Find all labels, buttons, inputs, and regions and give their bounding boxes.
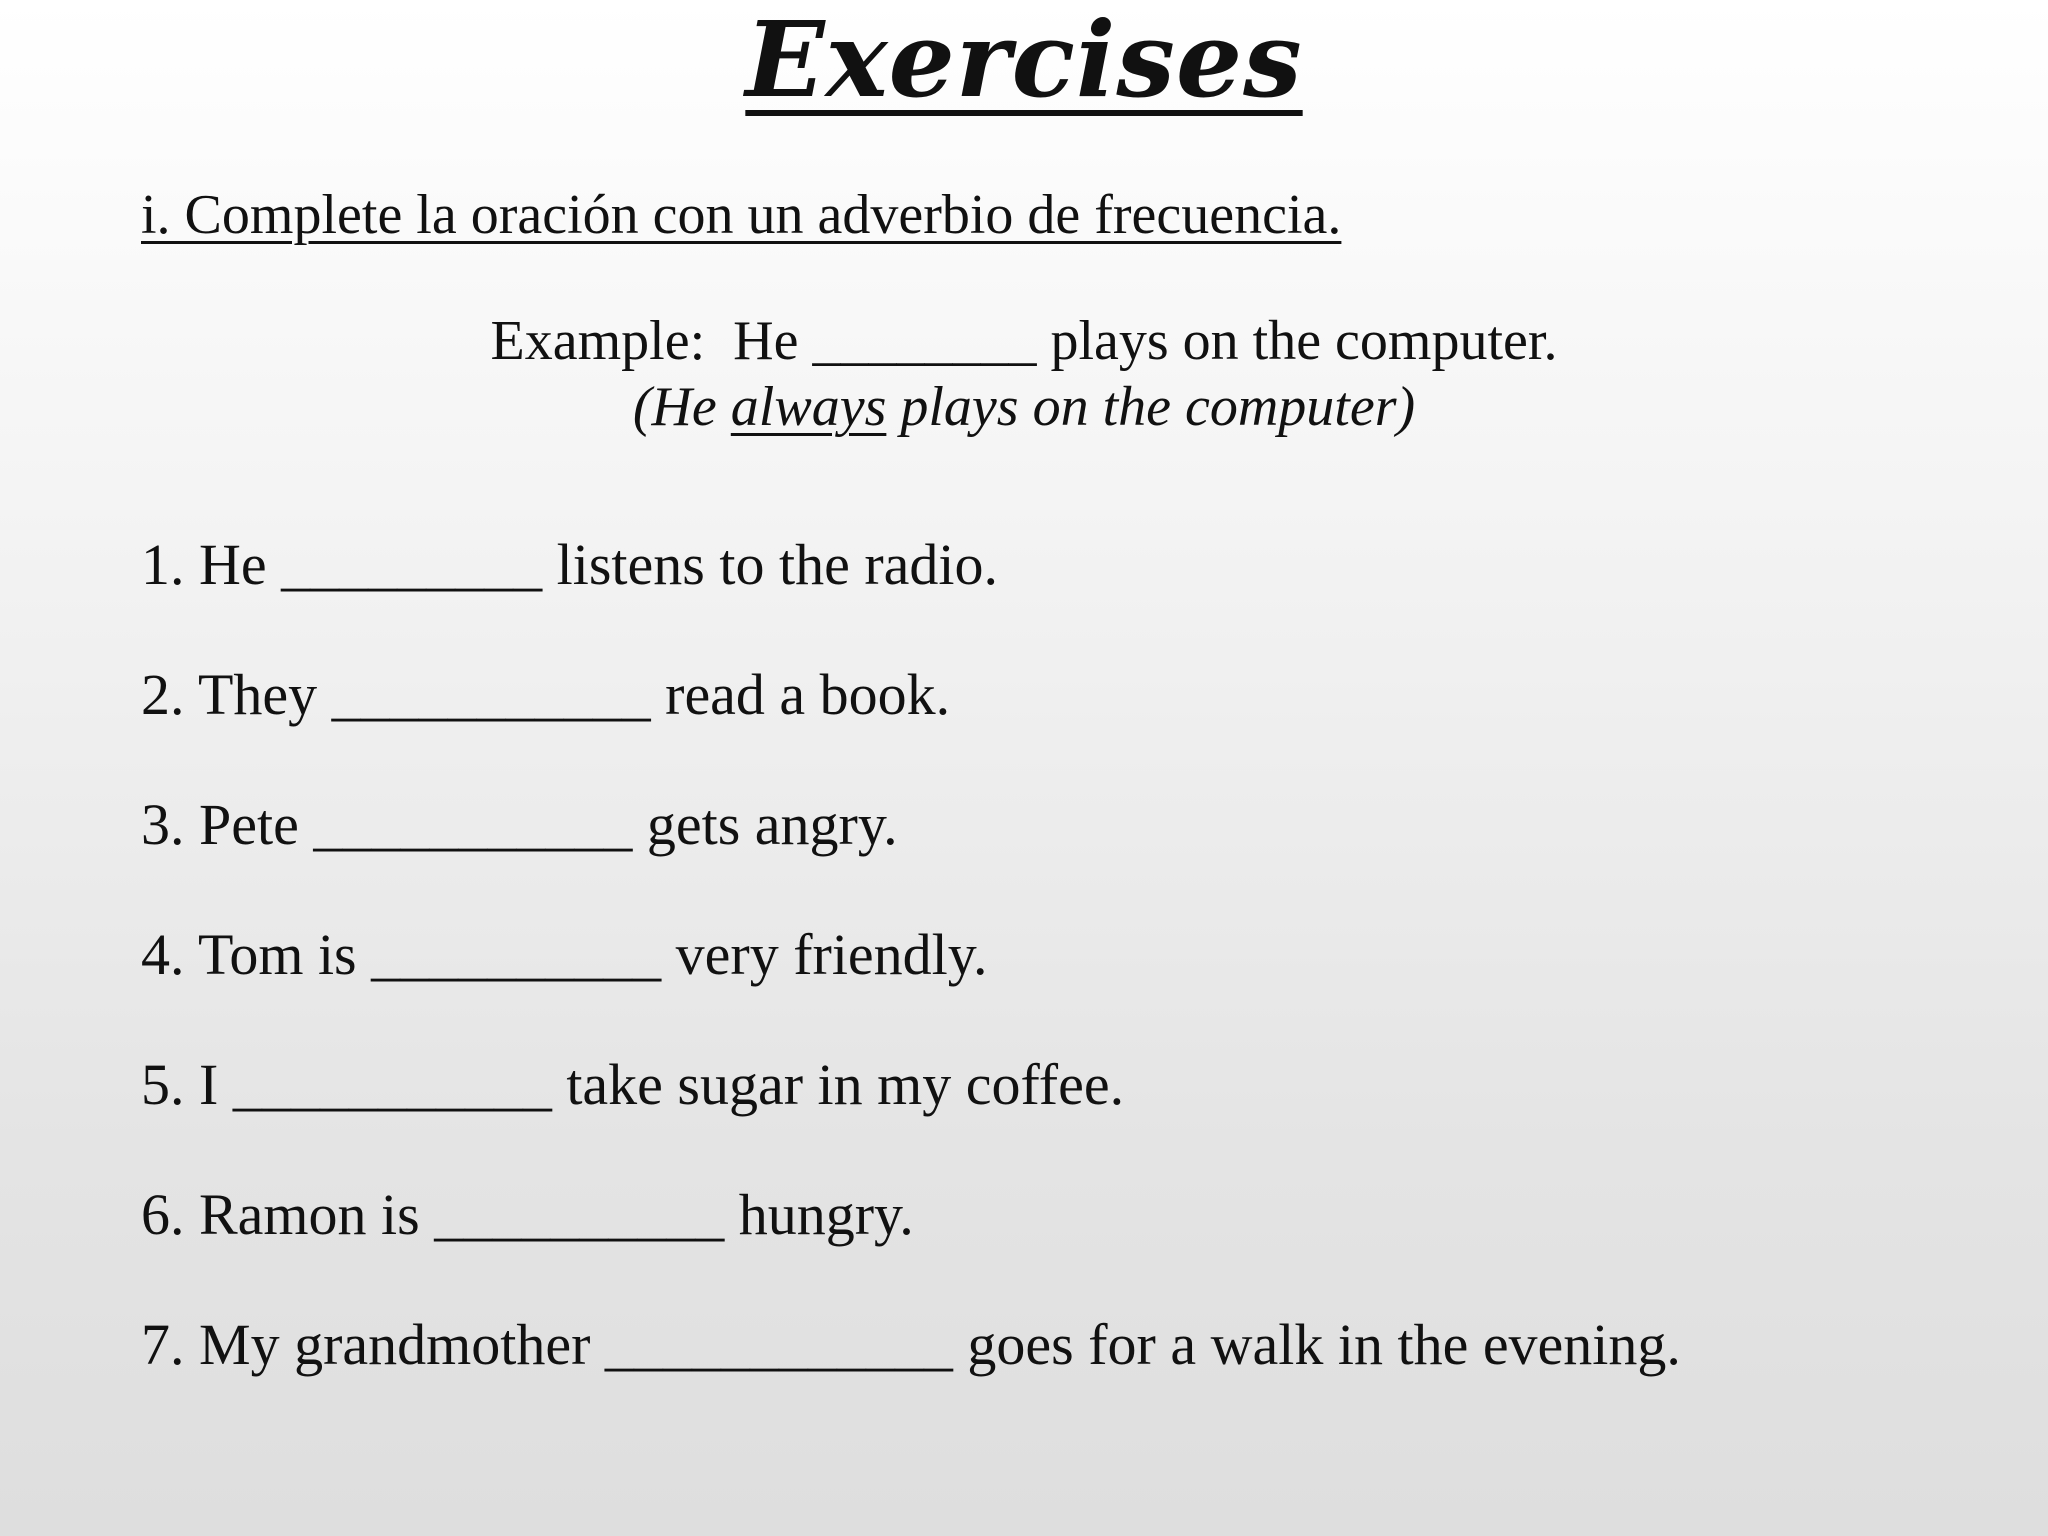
exercise-list	[141, 500, 1681, 1410]
example-answer-adverb: always	[730, 376, 887, 438]
exercise-item-5: 5. I ___________ take sugar in my coffee.	[141, 1052, 1125, 1117]
page-title: Exercises	[745, 0, 1303, 121]
example-sentence: Example: He ________ plays on the computer.	[490, 310, 1558, 372]
example-answer-suffix: plays on the computer)	[886, 376, 1416, 438]
example-answer-prefix: (He	[632, 376, 731, 438]
exercise-item-3: 3. Pete ___________ gets angry.	[141, 792, 898, 857]
example-block	[0, 308, 2048, 440]
instruction-text: i. Complete la oración con un adverbio de frecuencia.	[141, 184, 1342, 246]
exercise-item-2: 2. They ___________ read a book.	[141, 662, 951, 727]
exercise-item-7: 7. My grandmother ____________ goes for a walk in the evening.	[141, 1312, 1681, 1377]
exercise-item-6: 6. Ramon is __________ hungry.	[141, 1182, 914, 1247]
exercise-item-1: 1. He _________ listens to the radio.	[141, 532, 999, 597]
exercise-item-4: 4. Tom is __________ very friendly.	[141, 922, 988, 987]
example-answer	[0, 374, 2048, 440]
